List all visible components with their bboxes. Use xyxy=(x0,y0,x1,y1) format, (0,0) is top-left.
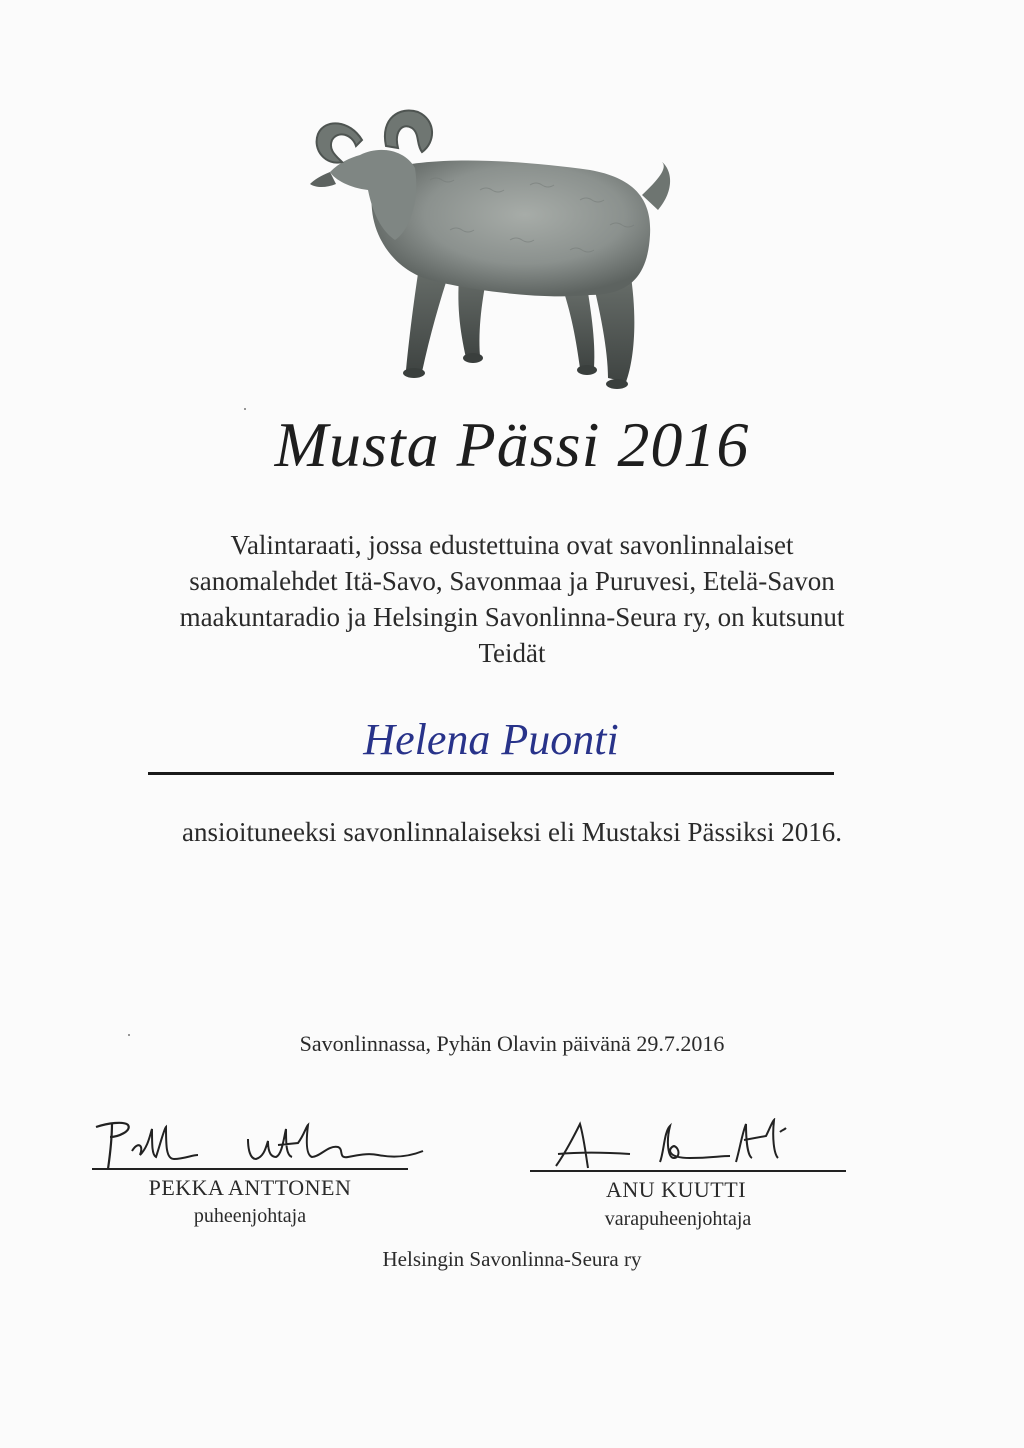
signer-role: varapuheenjohtaja xyxy=(604,1208,752,1230)
intro-line: Valintaraati, jossa edustettuina ovat savonlinnalaiset xyxy=(230,530,794,560)
awardee-underline xyxy=(148,772,834,775)
signature-anu-kuutti xyxy=(540,1118,810,1173)
awardee-name: Helena Puonti xyxy=(363,715,619,764)
place-and-date: Savonlinnassa, Pyhän Olavin päivänä 29.7.2016 xyxy=(299,1031,725,1056)
intro-line: sanomalehdet Itä-Savo, Savonmaa ja Puruvesi, Etelä-Savon xyxy=(189,566,835,596)
organization-name: Helsingin Savonlinna-Seura ry xyxy=(382,1247,642,1271)
certificate-title: Musta Pässi 2016 xyxy=(274,409,750,480)
ram-statue-image xyxy=(290,100,690,400)
signature-line xyxy=(92,1168,408,1170)
signature-pekka-anttonen xyxy=(88,1115,428,1175)
award-reason: ansioituneeksi savonlinnalaiseksi eli Mustaksi Pässiksi 2016. xyxy=(182,817,842,847)
intro-line: Teidät xyxy=(478,638,546,668)
signer-name: ANU KUUTTI xyxy=(605,1177,747,1202)
signer-name: PEKKA ANTTONEN xyxy=(148,1175,352,1200)
signature-line xyxy=(530,1170,846,1172)
intro-paragraph xyxy=(90,527,934,671)
intro-line: maakuntaradio ja Helsingin Savonlinna-Seura ry, on kutsunut xyxy=(179,602,845,632)
signer-role: puheenjohtaja xyxy=(193,1205,307,1227)
